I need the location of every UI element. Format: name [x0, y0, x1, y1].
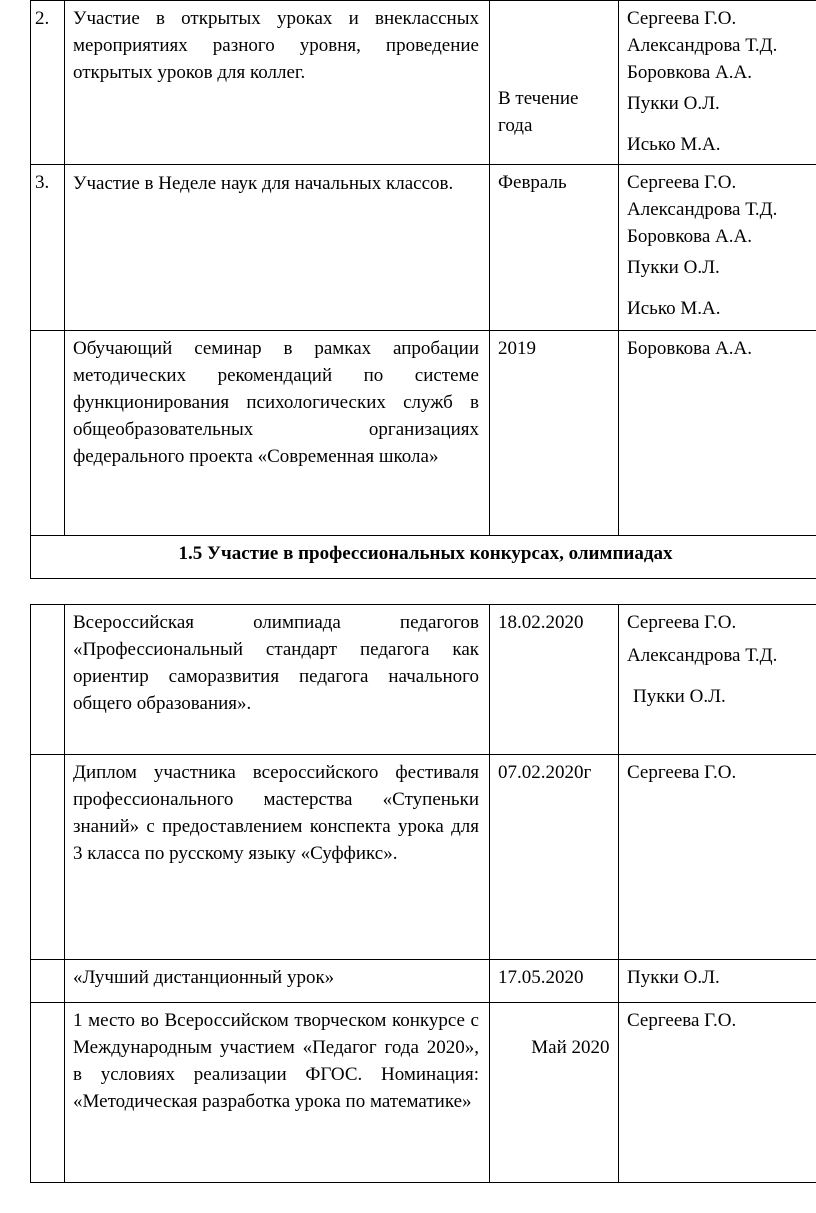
row-date-text: Май 2020 — [526, 1037, 610, 1058]
participant-name: Сергеева Г.О. — [627, 612, 737, 633]
row-date: 18.02.2020 — [490, 605, 619, 755]
row-number — [31, 605, 65, 755]
participant-name: Пукки О.Л. — [633, 686, 726, 707]
activities-table — [30, 0, 816, 579]
row-participants — [619, 331, 816, 536]
participant-name: Пукки О.Л. — [627, 93, 720, 114]
participant-name: Александрова Т.Д. — [627, 35, 778, 56]
row-date — [490, 1, 619, 165]
row-description: Диплом участника всероссийского фестиваля профессионального мастерства «Ступеньки знаний» с предоставлением конспекта урока для 3 класса по русскому языку «Суффикс». — [65, 755, 490, 960]
row-participants — [619, 1, 816, 165]
row-participants — [619, 605, 816, 755]
participant-name: Пукки О.Л. — [627, 257, 720, 278]
row-description: 1 место во Всероссийском творческом конкурсе с Международным участием «Педагог года 2020», в условиях реализации ФГОС. Номинация: «Методическая разработка урока по математике» — [65, 1003, 490, 1183]
section-heading: 1.5 Участие в профессиональных конкурсах, олимпиадах — [31, 536, 816, 579]
row-date: Февраль — [490, 165, 619, 331]
participant-name: Исько М.А. — [627, 298, 721, 319]
table-row — [31, 1003, 816, 1183]
table-row — [31, 960, 816, 1003]
table-row — [31, 331, 816, 536]
row-participants — [619, 755, 816, 960]
row-participants — [619, 1003, 816, 1183]
table-row — [31, 1, 816, 165]
participant-name: Пукки О.Л. — [627, 967, 720, 988]
row-date — [490, 1003, 619, 1183]
row-number — [31, 331, 65, 536]
participant-name: Сергеева Г.О. — [627, 172, 737, 193]
row-number: 2. — [31, 1, 65, 165]
row-description: Всероссийская олимпиада педагогов «Профессиональный стандарт педагога как ориентир саморазвития педагога начального общего образования». — [65, 605, 490, 755]
row-date: 07.02.2020г — [490, 755, 619, 960]
row-date: 17.05.2020 — [490, 960, 619, 1003]
participant-name: Александрова Т.Д. — [627, 199, 778, 220]
row-number — [31, 960, 65, 1003]
contests-table — [30, 604, 816, 1183]
participant-name: Сергеева Г.О. — [627, 1010, 737, 1031]
table-row — [31, 165, 816, 331]
participant-name: Сергеева Г.О. — [627, 762, 737, 783]
row-date: 2019 — [490, 331, 619, 536]
row-participants — [619, 960, 816, 1003]
row-number: 3. — [31, 165, 65, 331]
participant-name: Боровкова А.А. — [627, 226, 752, 247]
participant-name: Исько М.А. — [627, 134, 721, 155]
row-description: «Лучший дистанционный урок» — [65, 960, 490, 1003]
participant-name: Боровкова А.А. — [627, 338, 752, 359]
row-description: Обучающий семинар в рамках апробации методических рекомендаций по системе функционирования психологических служб в общеобразовательных организациях федерального проекта «Современная школа» — [65, 331, 490, 536]
row-description: Участие в открытых уроках и внеклассных мероприятиях разного уровня, проведение открытых уроков для коллег. — [65, 1, 490, 165]
row-number — [31, 1003, 65, 1183]
participant-name: Боровкова А.А. — [627, 62, 752, 83]
row-description: Участие в Неделе наук для начальных классов. — [65, 165, 490, 331]
participant-name: Сергеева Г.О. — [627, 8, 737, 29]
section-row — [31, 536, 816, 579]
table-row — [31, 605, 816, 755]
participant-name: Александрова Т.Д. — [627, 645, 778, 666]
table-row — [31, 755, 816, 960]
row-participants — [619, 165, 816, 331]
row-date-text: В течение года — [498, 88, 579, 136]
row-number — [31, 755, 65, 960]
